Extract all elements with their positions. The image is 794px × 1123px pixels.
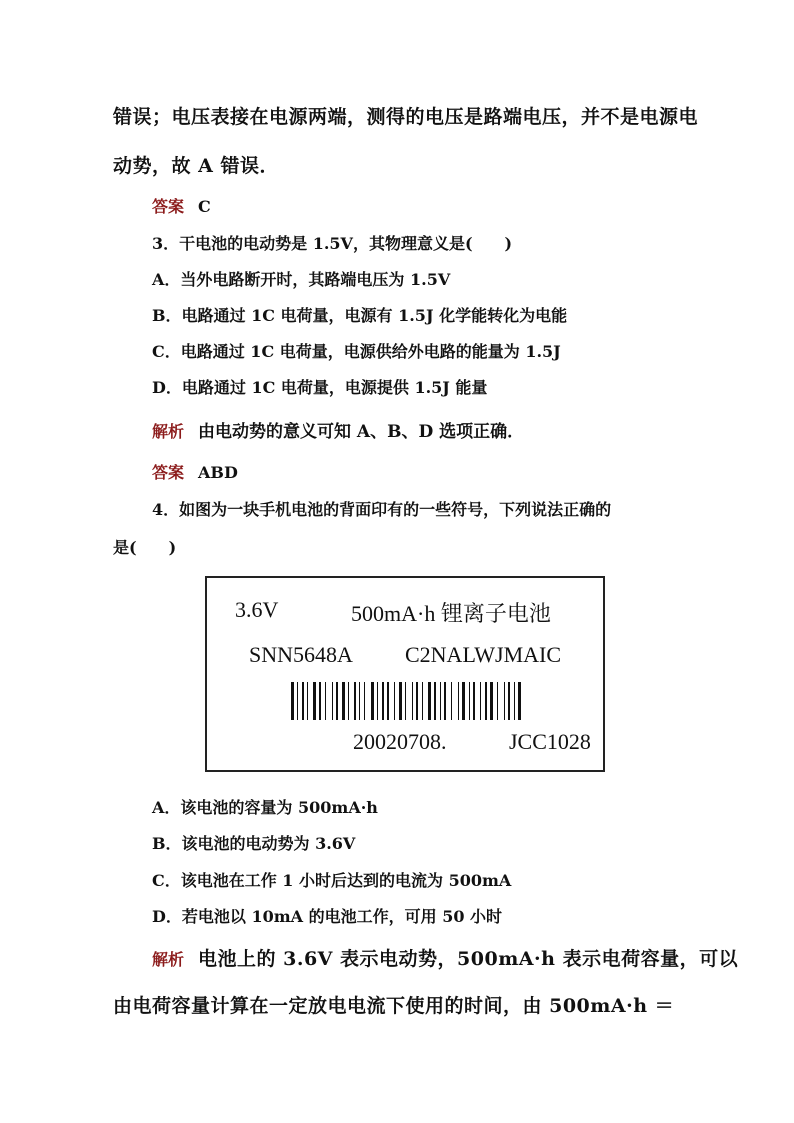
question-4-stem-line-1: 4．如图为一块手机电池的背面印有的一些符号，下列说法正确的 (152, 500, 612, 519)
barcode-bar (490, 682, 493, 720)
question-4-option-d: D．若电池以 10mA 的电池工作，可用 50 小时 (152, 907, 503, 926)
barcode-bar (387, 682, 389, 720)
paragraph-line-2: 动势，故 A 错误． (113, 155, 279, 177)
analysis-text: 由电动势的意义可知 A、B、D 选项正确． (198, 422, 525, 442)
question-4-option-c: C．该电池在工作 1 小时后达到的电流为 500mA (152, 871, 512, 890)
barcode-bar (359, 682, 360, 720)
barcode-bar (440, 682, 441, 720)
question-3-option-a: A．当外电路断开时，其路端电压为 1.5V (152, 270, 451, 289)
battery-code: C2NALWJMAIC (405, 642, 562, 667)
question-3-option-d: D．电路通过 1C 电荷量，电源提供 1.5J 能量 (152, 378, 488, 397)
barcode (291, 682, 555, 720)
answer-value: ABD (198, 463, 238, 482)
barcode-bar (405, 682, 406, 720)
barcode-bar (319, 682, 321, 720)
battery-date: 20020708. (353, 729, 447, 754)
answer-tag: 答案 (152, 463, 185, 482)
question-4-analysis-line-2: 由电荷容量计算在一定放电电流下使用的时间，由 500mA·h ＝ (113, 995, 675, 1017)
barcode-bar (469, 682, 470, 720)
barcode-bar (371, 682, 374, 720)
analysis-tag: 解析 (152, 422, 185, 441)
barcode-bar (444, 682, 446, 720)
barcode-bar (428, 682, 431, 720)
barcode-bar (518, 682, 521, 720)
question-3-option-c: C．电路通过 1C 电荷量，电源供给外电路的能量为 1.5J (152, 342, 561, 361)
question-3-stem: 3．干电池的电动势是 1.5V，其物理意义是( ) (152, 234, 513, 253)
battery-label-figure (205, 576, 605, 772)
barcode-bar (313, 682, 316, 720)
barcode-bar (332, 682, 333, 720)
barcode-bar (291, 682, 294, 720)
question-4-option-a: A．该电池的容量为 500mA·h (152, 798, 378, 817)
barcode-bar (504, 682, 505, 720)
barcode-bar (514, 682, 515, 720)
battery-capacity: 500mA·h 锂离子电池 (351, 601, 551, 626)
question-4-stem-line-2: 是( ) (113, 538, 177, 557)
barcode-bar (394, 682, 395, 720)
battery-model: SNN5648A (249, 642, 353, 667)
answer-tag: 答案 (152, 197, 185, 216)
barcode-bar (485, 682, 487, 720)
barcode-bar (473, 682, 475, 720)
answer-value: C (198, 197, 211, 216)
question-3-answer (152, 460, 238, 483)
barcode-bar (451, 682, 452, 720)
barcode-bar (325, 682, 326, 720)
question-4-option-b: B．该电池的电动势为 3.6V (152, 834, 356, 853)
barcode-bar (497, 682, 498, 720)
barcode-bar (348, 682, 349, 720)
analysis-tag: 解析 (152, 950, 185, 969)
barcode-bar (462, 682, 465, 720)
barcode-bar (399, 682, 402, 720)
paragraph-line-1: 错误；电压表接在电源两端，测得的电压是路端电压，并不是电源电 (113, 106, 699, 128)
battery-voltage: 3.6V (235, 597, 279, 622)
question-3-option-b: B．电路通过 1C 电荷量，电源有 1.5J 化学能转化为电能 (152, 306, 568, 325)
barcode-bar (422, 682, 423, 720)
barcode-bar (382, 682, 384, 720)
barcode-bar (416, 682, 418, 720)
analysis-text: 电池上的 3.6V 表示电动势，500mA·h 表示电荷容量，可以 (198, 948, 739, 970)
barcode-bar (364, 682, 365, 720)
barcode-bar (354, 682, 356, 720)
answer-row-1 (152, 194, 211, 217)
barcode-bar (297, 682, 298, 720)
barcode-bar (434, 682, 436, 720)
battery-serial: JCC1028 (509, 729, 591, 754)
barcode-bar (377, 682, 378, 720)
barcode-bar (342, 682, 345, 720)
question-4-analysis-line-1 (152, 944, 738, 971)
barcode-bar (480, 682, 481, 720)
question-3-analysis (152, 417, 524, 442)
barcode-bar (508, 682, 510, 720)
barcode-bar (336, 682, 338, 720)
barcode-bar (307, 682, 308, 720)
barcode-bar (302, 682, 304, 720)
barcode-bar (458, 682, 459, 720)
barcode-bar (412, 682, 413, 720)
